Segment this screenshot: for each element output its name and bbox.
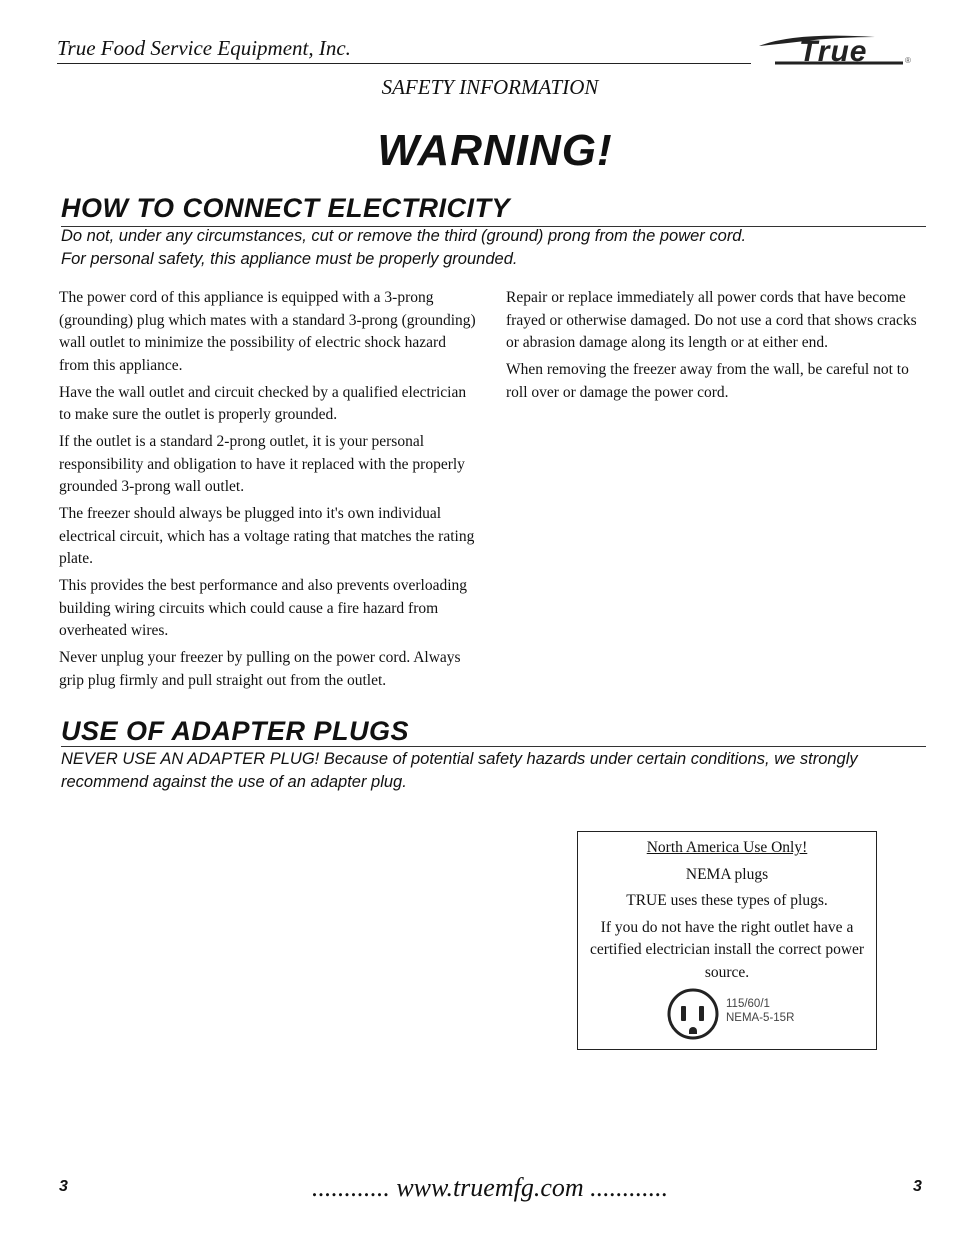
connect-lede-line2: For personal safety, this appliance must be properly grounded. xyxy=(61,250,518,268)
plug-spec-nema: NEMA-5-15R xyxy=(726,1012,795,1024)
adapter-lede: NEVER USE AN ADAPTER PLUG! Because of potential safety hazards under certain conditions, we strongly recommend against the use of an adapter plug. xyxy=(61,750,858,791)
connect-heading: HOW TO CONNECT ELECTRICITY xyxy=(61,193,510,223)
paragraph: This provides the best performance and also prevents overloading building wiring circuits which could cause a fire hazard from overheated wires. xyxy=(59,577,468,639)
page-number-right: 3 xyxy=(913,1178,922,1195)
nema-5-15r-outlet-icon xyxy=(666,987,720,1041)
box-nema-line: NEMA plugs xyxy=(685,865,769,883)
nema-plug-box xyxy=(577,831,877,1050)
box-title: North America Use Only! xyxy=(646,839,808,856)
plug-spec-voltage: 115/60/1 xyxy=(726,998,770,1010)
page-number-left: 3 xyxy=(59,1178,68,1195)
connect-right-column xyxy=(506,287,922,409)
paragraph: The freezer should always be plugged into it's own individual electrical circuit, which has a voltage rating that matches the rating plate. xyxy=(59,505,475,567)
connect-left-column xyxy=(59,287,479,697)
paragraph: Repair or replace immediately all power cords that have become frayed or otherwise damaged. Do not use a cord that shows cracks or abrasion damage along its length or at either end. xyxy=(506,289,917,351)
connect-lede xyxy=(61,225,926,271)
paragraph: When removing the freezer away from the wall, be careful not to roll over or damage the power cord. xyxy=(506,361,909,401)
company-name: True Food Service Equipment, Inc. xyxy=(57,36,351,60)
adapter-heading: USE OF ADAPTER PLUGS xyxy=(61,716,410,746)
adapter-heading-rule xyxy=(61,746,926,747)
paragraph: Never unplug your freezer by pulling on the power cord. Always grip plug firmly and pull straight out from the outlet. xyxy=(59,649,461,689)
plug-specs xyxy=(726,997,794,1025)
true-logo xyxy=(755,28,915,68)
registered-mark: ® xyxy=(905,56,911,65)
header-rule xyxy=(57,63,751,64)
paragraph: If the outlet is a standard 2-prong outlet, it is your personal responsibility and obligation to have it replaced with the properly grounded 3-prong wall outlet. xyxy=(59,433,465,495)
box-electrician-line: If you do not have the right outlet have a certified electrician install the correct power source. xyxy=(589,918,865,981)
plug-diagram xyxy=(666,987,816,1039)
paragraph: The power cord of this appliance is equipped with a 3-prong (grounding) plug which mates with a standard 3-prong (grounding) wall outlet to minimize the possibility of electric shock hazard from this appliance. xyxy=(59,289,476,374)
warning-title: WARNING! xyxy=(377,126,613,175)
paragraph: Have the wall outlet and circuit checked by a qualified electrician to make sure the outlet is properly grounded. xyxy=(59,383,467,423)
logo-wordmark: True xyxy=(799,35,868,68)
connect-lede-line1: Do not, under any circumstances, cut or remove the third (ground) prong from the power cord. xyxy=(61,227,747,245)
footer-url[interactable]: ............ www.truemfg.com ............ xyxy=(311,1173,669,1202)
box-uses-line: TRUE uses these types of plugs. xyxy=(626,892,828,909)
section-label: SAFETY INFORMATION xyxy=(381,75,599,99)
